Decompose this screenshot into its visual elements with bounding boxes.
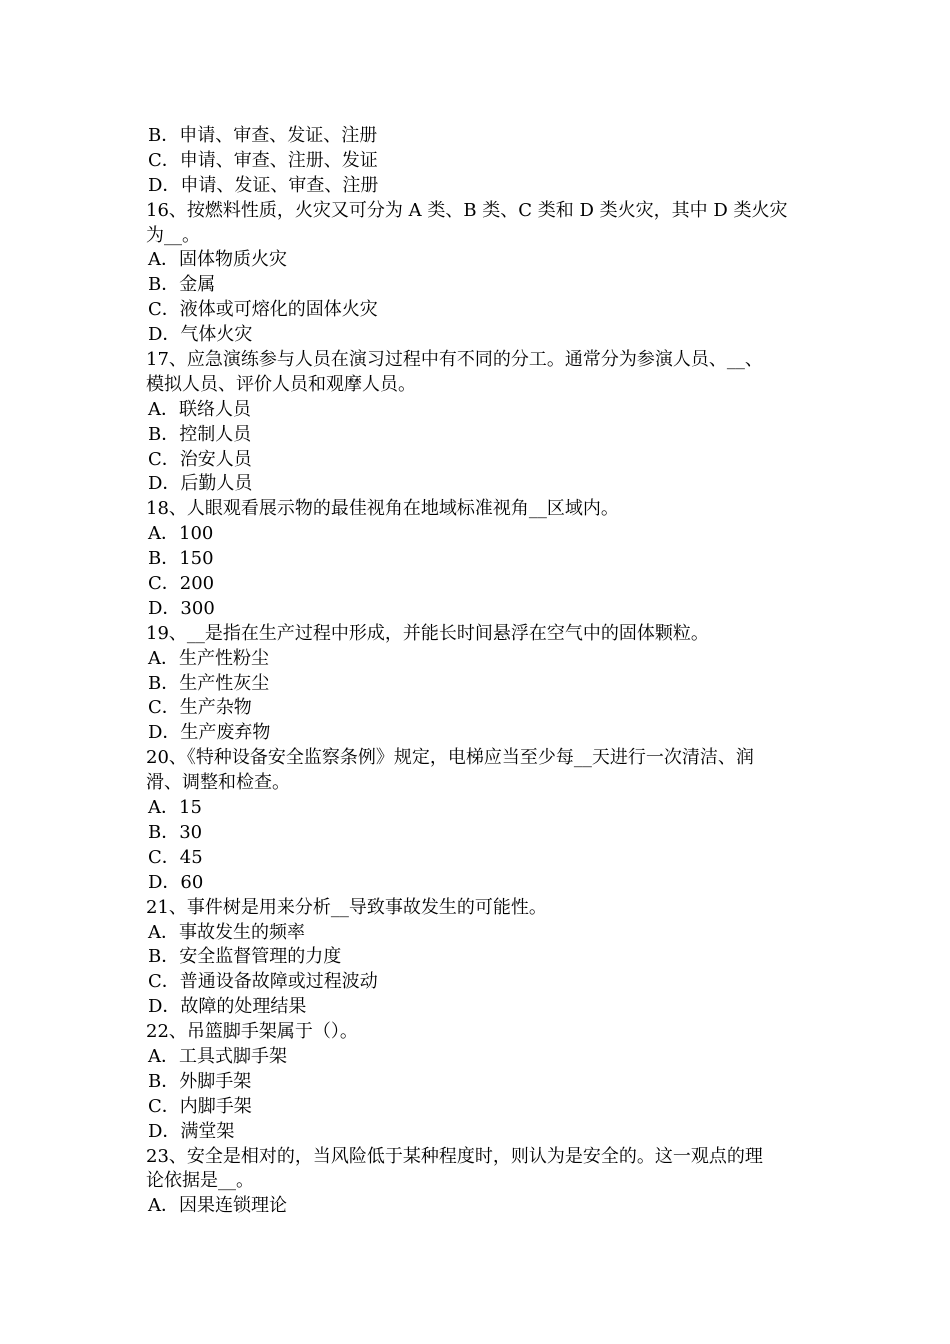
answer-option: A．工具式脚手架 [148,1045,287,1067]
document-page [146,124,814,1219]
question-text: 模拟人员、评价人员和观摩人员。 [146,373,416,395]
answer-option: D．故障的处理结果 [148,996,307,1018]
answer-option: A．100 [148,523,214,545]
answer-option: C．生产杂物 [148,697,252,719]
answer-option: C．普通设备故障或过程波动 [148,971,378,993]
answer-option: D．满堂架 [148,1120,235,1142]
answer-option: B．150 [148,548,214,570]
answer-option: A．固体物质火灾 [148,249,287,271]
question-text: 20、《特种设备安全监察条例》规定，电梯应当至少每__天进行一次清洁、润 [146,747,754,769]
answer-option: B．30 [148,821,203,843]
answer-option: B．外脚手架 [148,1070,252,1092]
question-text: 论依据是__。 [146,1170,254,1192]
answer-option: C．200 [148,573,215,595]
answer-option: A．15 [148,797,202,819]
answer-option: C．45 [148,846,203,868]
answer-option: D．60 [148,871,204,893]
question-text: 23、安全是相对的，当风险低于某种程度时，则认为是安全的。这一观点的理 [146,1145,763,1167]
question-text: 18、人眼观看展示物的最佳视角在地域标准视角__区域内。 [146,498,619,520]
answer-option: A．生产性粉尘 [148,647,269,669]
question-text: 17、应急演练参与人员在演习过程中有不同的分工。通常分为参演人员、__、 [146,349,763,371]
answer-option: C．申请、审查、注册、发证 [148,149,378,171]
answer-option: B．金属 [148,274,216,296]
question-text: 16、按燃料性质，火灾又可分为 A 类、B 类、C 类和 D 类火灾，其中 D 类火灾 [146,199,788,221]
answer-option: C．内脚手架 [148,1095,252,1117]
question-text: 滑、调整和检查。 [146,772,290,794]
question-text: 22、吊篮脚手架属于（）。 [146,1021,358,1043]
answer-option: B．申请、审查、发证、注册 [148,125,378,146]
answer-option: D．申请、发证、审查、注册 [148,174,379,196]
question-text: 21、事件树是用来分析__导致事故发生的可能性。 [146,896,547,918]
answer-option: D．生产废弃物 [148,722,271,744]
question-text: 19、__是指在生产过程中形成，并能长时间悬浮在空气中的固体颗粒。 [146,622,709,644]
answer-option: A．因果连锁理论 [148,1195,287,1217]
question-text: 为__。 [146,224,200,246]
answer-option: D．后勤人员 [148,473,253,495]
answer-option: C．液体或可熔化的固体火灾 [148,299,378,321]
answer-option: D．300 [148,597,215,619]
answer-option: D．气体火灾 [148,324,253,346]
answer-option: B．控制人员 [148,423,252,445]
answer-option: B．生产性灰尘 [148,672,270,694]
answer-option: C．治安人员 [148,448,252,470]
answer-option: A．事故发生的频率 [148,921,305,943]
answer-option: B．安全监督管理的力度 [148,946,342,968]
answer-option: A．联络人员 [148,398,251,420]
